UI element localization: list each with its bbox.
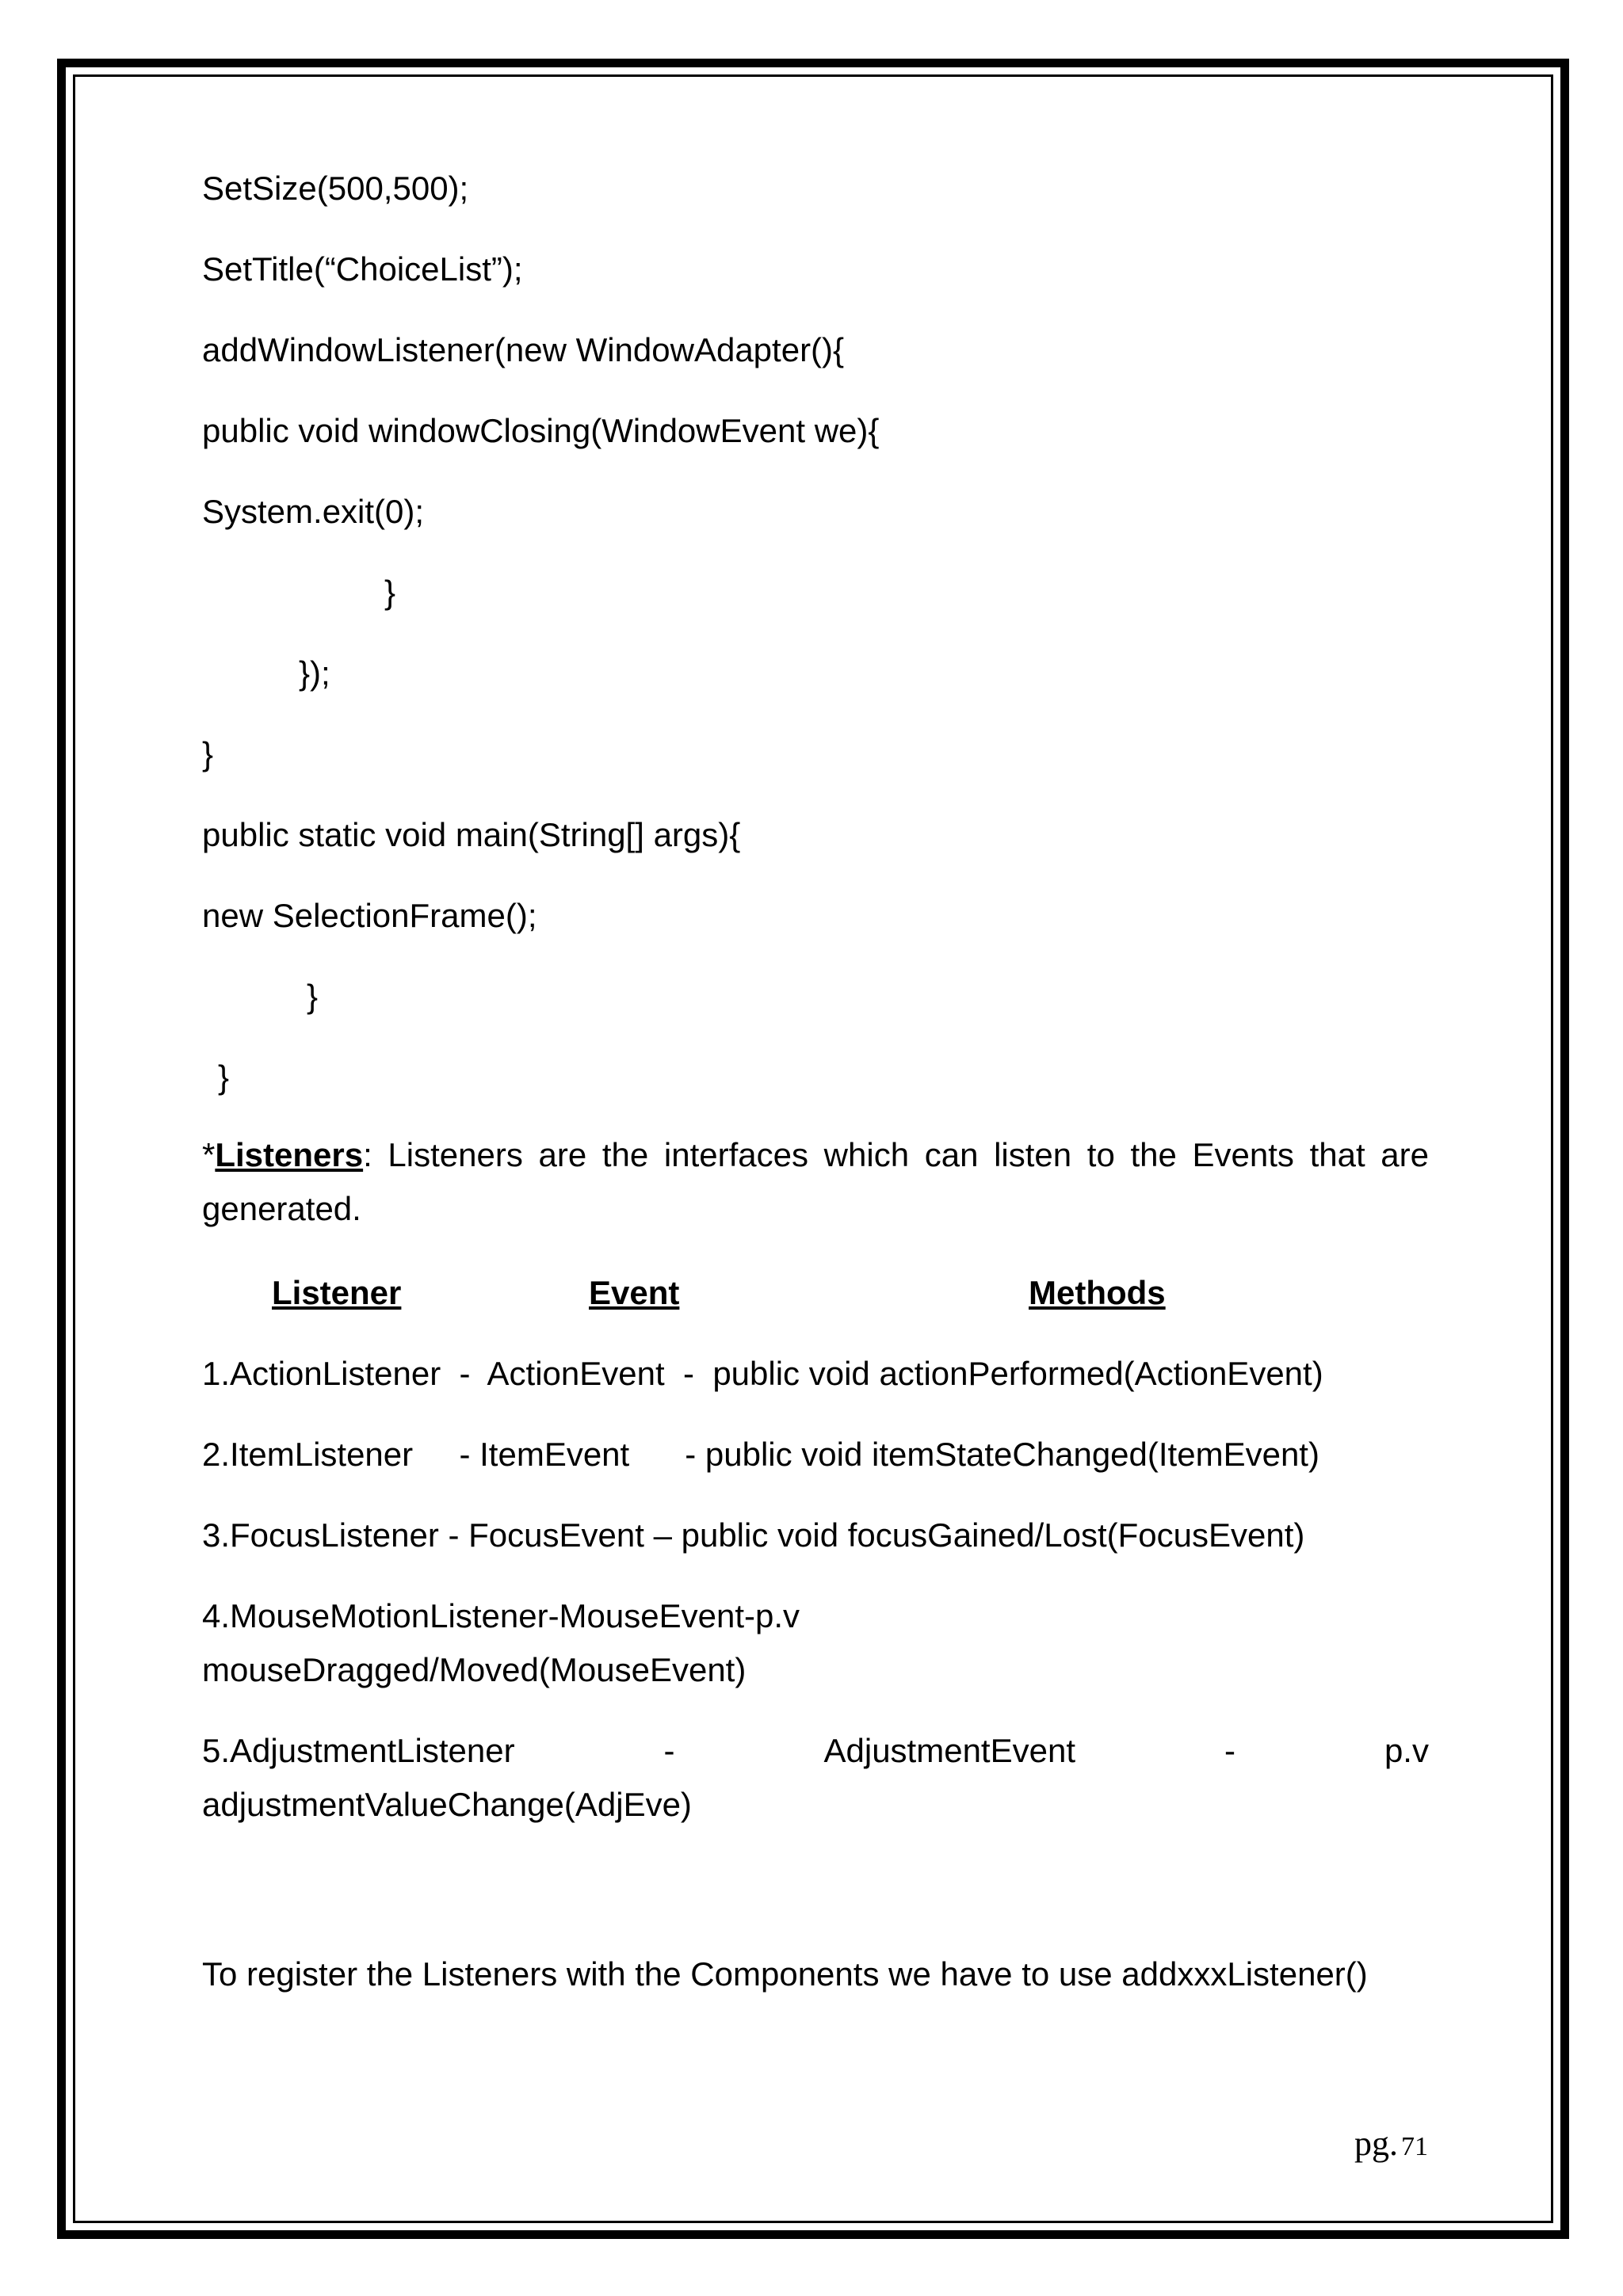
row5-dash: -	[1224, 1732, 1235, 1769]
row5-listener: 5.AdjustmentListener	[202, 1732, 515, 1769]
asterisk: *	[202, 1136, 216, 1173]
code-line: public static void main(String[] args){	[202, 816, 741, 853]
listener-row-5	[202, 1732, 1429, 1770]
row5-method-prefix: p.v	[1384, 1732, 1429, 1769]
code-line: SetTitle(“ChoiceList”);	[202, 250, 523, 288]
page-label: pg.	[1354, 2124, 1398, 2163]
listeners-definition: : Listeners are the interfaces which can listen to the Events that are generated.	[202, 1136, 1429, 1227]
header-listener: Listener	[272, 1274, 402, 1311]
listener-row: 1.ActionListener - ActionEvent - public void actionPerformed(ActionEvent)	[202, 1355, 1323, 1392]
code-line: });	[299, 654, 330, 692]
code-line: System.exit(0);	[202, 493, 425, 530]
code-line: }	[218, 1058, 230, 1096]
header-event: Event	[589, 1274, 680, 1311]
code-line: }	[384, 574, 396, 611]
row5-dash: -	[663, 1732, 675, 1769]
code-line: SetSize(500,500);	[202, 170, 469, 207]
listener-row: 4.MouseMotionListener-MouseEvent-p.v	[202, 1597, 800, 1634]
listener-row: 3.FocusListener - FocusEvent – public void focusGained/Lost(FocusEvent)	[202, 1516, 1305, 1554]
code-line: public void windowClosing(WindowEvent we){	[202, 412, 880, 449]
listener-row-continuation: mouseDragged/Moved(MouseEvent)	[202, 1651, 747, 1688]
code-line: addWindowListener(new WindowAdapter(){	[202, 331, 845, 368]
code-line: }	[307, 978, 319, 1015]
page-number-value: 71	[1401, 2132, 1428, 2161]
listeners-intro	[202, 1128, 1429, 1236]
listener-row-5-continuation: adjustmentValueChange(AdjEve)	[202, 1786, 692, 1823]
code-line: }	[202, 735, 214, 772]
header-methods: Methods	[1029, 1274, 1166, 1311]
listener-row: 2.ItemListener - ItemEvent - public void itemStateChanged(ItemEvent)	[202, 1436, 1319, 1473]
listeners-term: Listeners	[215, 1136, 364, 1173]
code-line: new SelectionFrame();	[202, 897, 537, 934]
row5-event: AdjustmentEvent	[823, 1732, 1076, 1769]
register-note: To register the Listeners with the Components we have to use addxxxListener()	[202, 1955, 1368, 1993]
page-number	[1354, 2123, 1428, 2164]
